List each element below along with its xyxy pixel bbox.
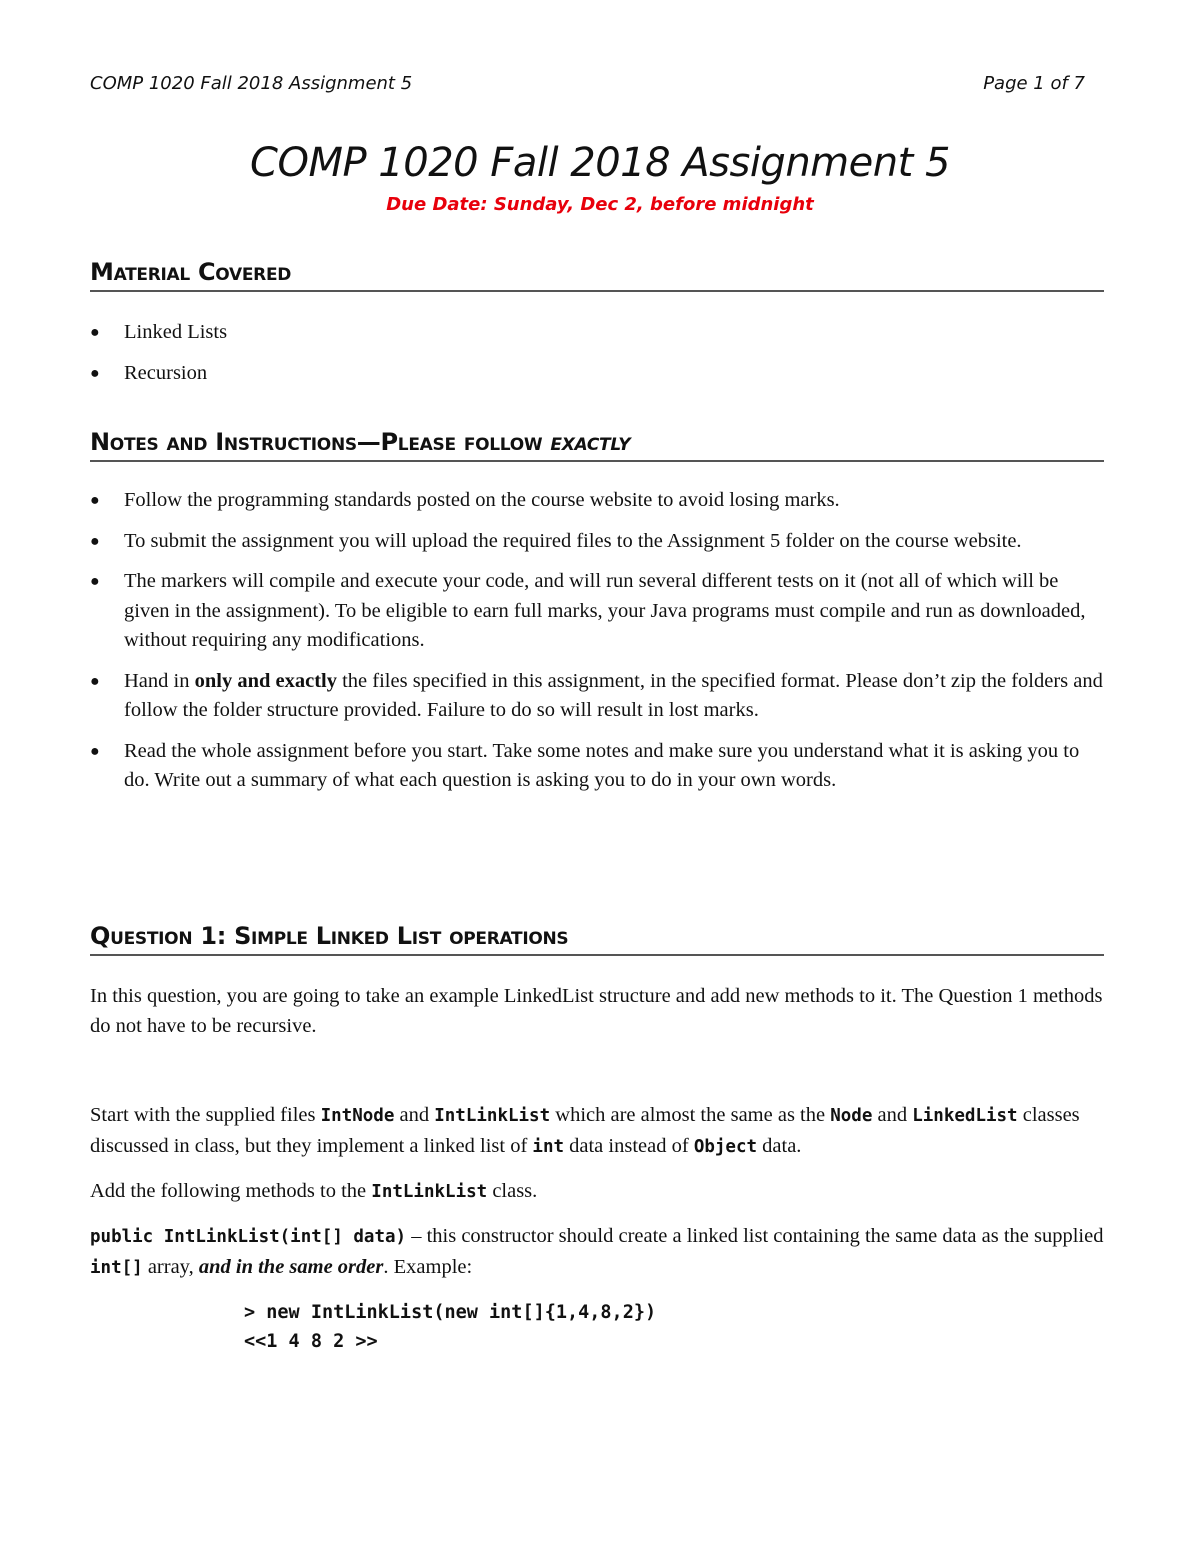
bullet-icon: ● [90,364,100,382]
question-1-add-methods: Add the following methods to the IntLinkList class. [90,1180,538,1202]
bullet-icon: ● [90,492,100,509]
code-inline: IntLinkList [371,1182,488,1202]
code-line: <<1 4 8 2 >> [244,1331,378,1352]
bullet-icon: ● [90,672,100,690]
list-item: ● Recursion [90,359,1104,389]
notes-heading-emphasis: exactly [550,428,631,456]
emphasis-text: and in the same order [198,1255,384,1278]
code-inline: IntNode [320,1106,395,1126]
code-inline: int [532,1136,565,1157]
running-header [90,73,1085,94]
code-inline: int[] [90,1257,143,1278]
material-list [90,318,1104,399]
code-inline: Node [830,1106,873,1126]
list-item: ● Linked Lists [90,318,1104,348]
section-heading-notes [90,428,1104,462]
bullet-icon: ● [90,742,100,760]
due-date: Due Date: Sunday, Dec 2, before midnight [386,194,814,215]
code-example [244,1298,656,1356]
document-title: COMP 1020 Fall 2018 Assignment 5 [250,140,950,186]
question-1-start-paragraph: Start with the supplied files IntNode and IntLinkList which are almost the same as the Node and LinkedList classes discussed in class, but they implement a linked list of int data instead of Object data. [90,1104,1080,1157]
code-inline: LinkedList [912,1106,1018,1126]
header-course-label: COMP 1020 Fall 2018 Assignment 5 [90,73,413,94]
notes-list [90,486,1104,807]
list-item: ● To submit the assignment you will upload the required files to the Assignment 5 folder on the course website. [90,527,1104,557]
constructor-description: public IntLinkList(int[] data) – this constructor should create a linked list containing the same data as the supplied int[] array, and in the same order. Example: [90,1225,1104,1278]
section-heading-material [90,258,1104,292]
bullet-icon: ● [90,324,100,341]
bullet-icon: ● [90,532,100,550]
code-inline: Object [693,1136,758,1157]
list-item: ● The markers will compile and execute your code, and will run several different tests on it (not all of which will be given in the assignment). To be eligible to earn full marks, your Java programs must compile and run as downloaded, without requiring any modifications. [90,567,1104,656]
section-heading-question-1 [90,922,1104,956]
code-line: > new IntLinkList(new int[]{1,4,8,2}) [244,1302,657,1323]
list-item: ● Hand in only and exactly the files specified in this assignment, in the specified format. Please don’t zip the folders and follow the folder structure provided. Failure to do so will result in lost marks. [90,667,1104,726]
code-inline: public IntLinkList(int[] data) [90,1227,407,1247]
code-inline: IntLinkList [434,1106,551,1126]
header-page-number: Page 1 of 7 [983,73,1085,94]
notes-heading-text: Notes and Instructions—Please follow [90,428,551,456]
material-heading-text: Material Covered [90,258,292,286]
bullet-icon: ● [90,573,100,590]
list-item: ● Follow the programming standards posted on the course website to avoid losing marks. [90,486,1104,516]
question-1-intro: In this question, you are going to take an example LinkedList structure and add new methods to it. The Question 1 methods do not have to be recursive. [90,985,1103,1037]
list-item: ● Read the whole assignment before you start. Take some notes and make sure you understand what it is asking you to do. Write out a summary of what each question is asking you to do in your own words. [90,737,1104,796]
emphasis-text: only and exactly [194,669,337,692]
question-1-heading-text: Question 1: Simple Linked List operations [90,922,569,950]
